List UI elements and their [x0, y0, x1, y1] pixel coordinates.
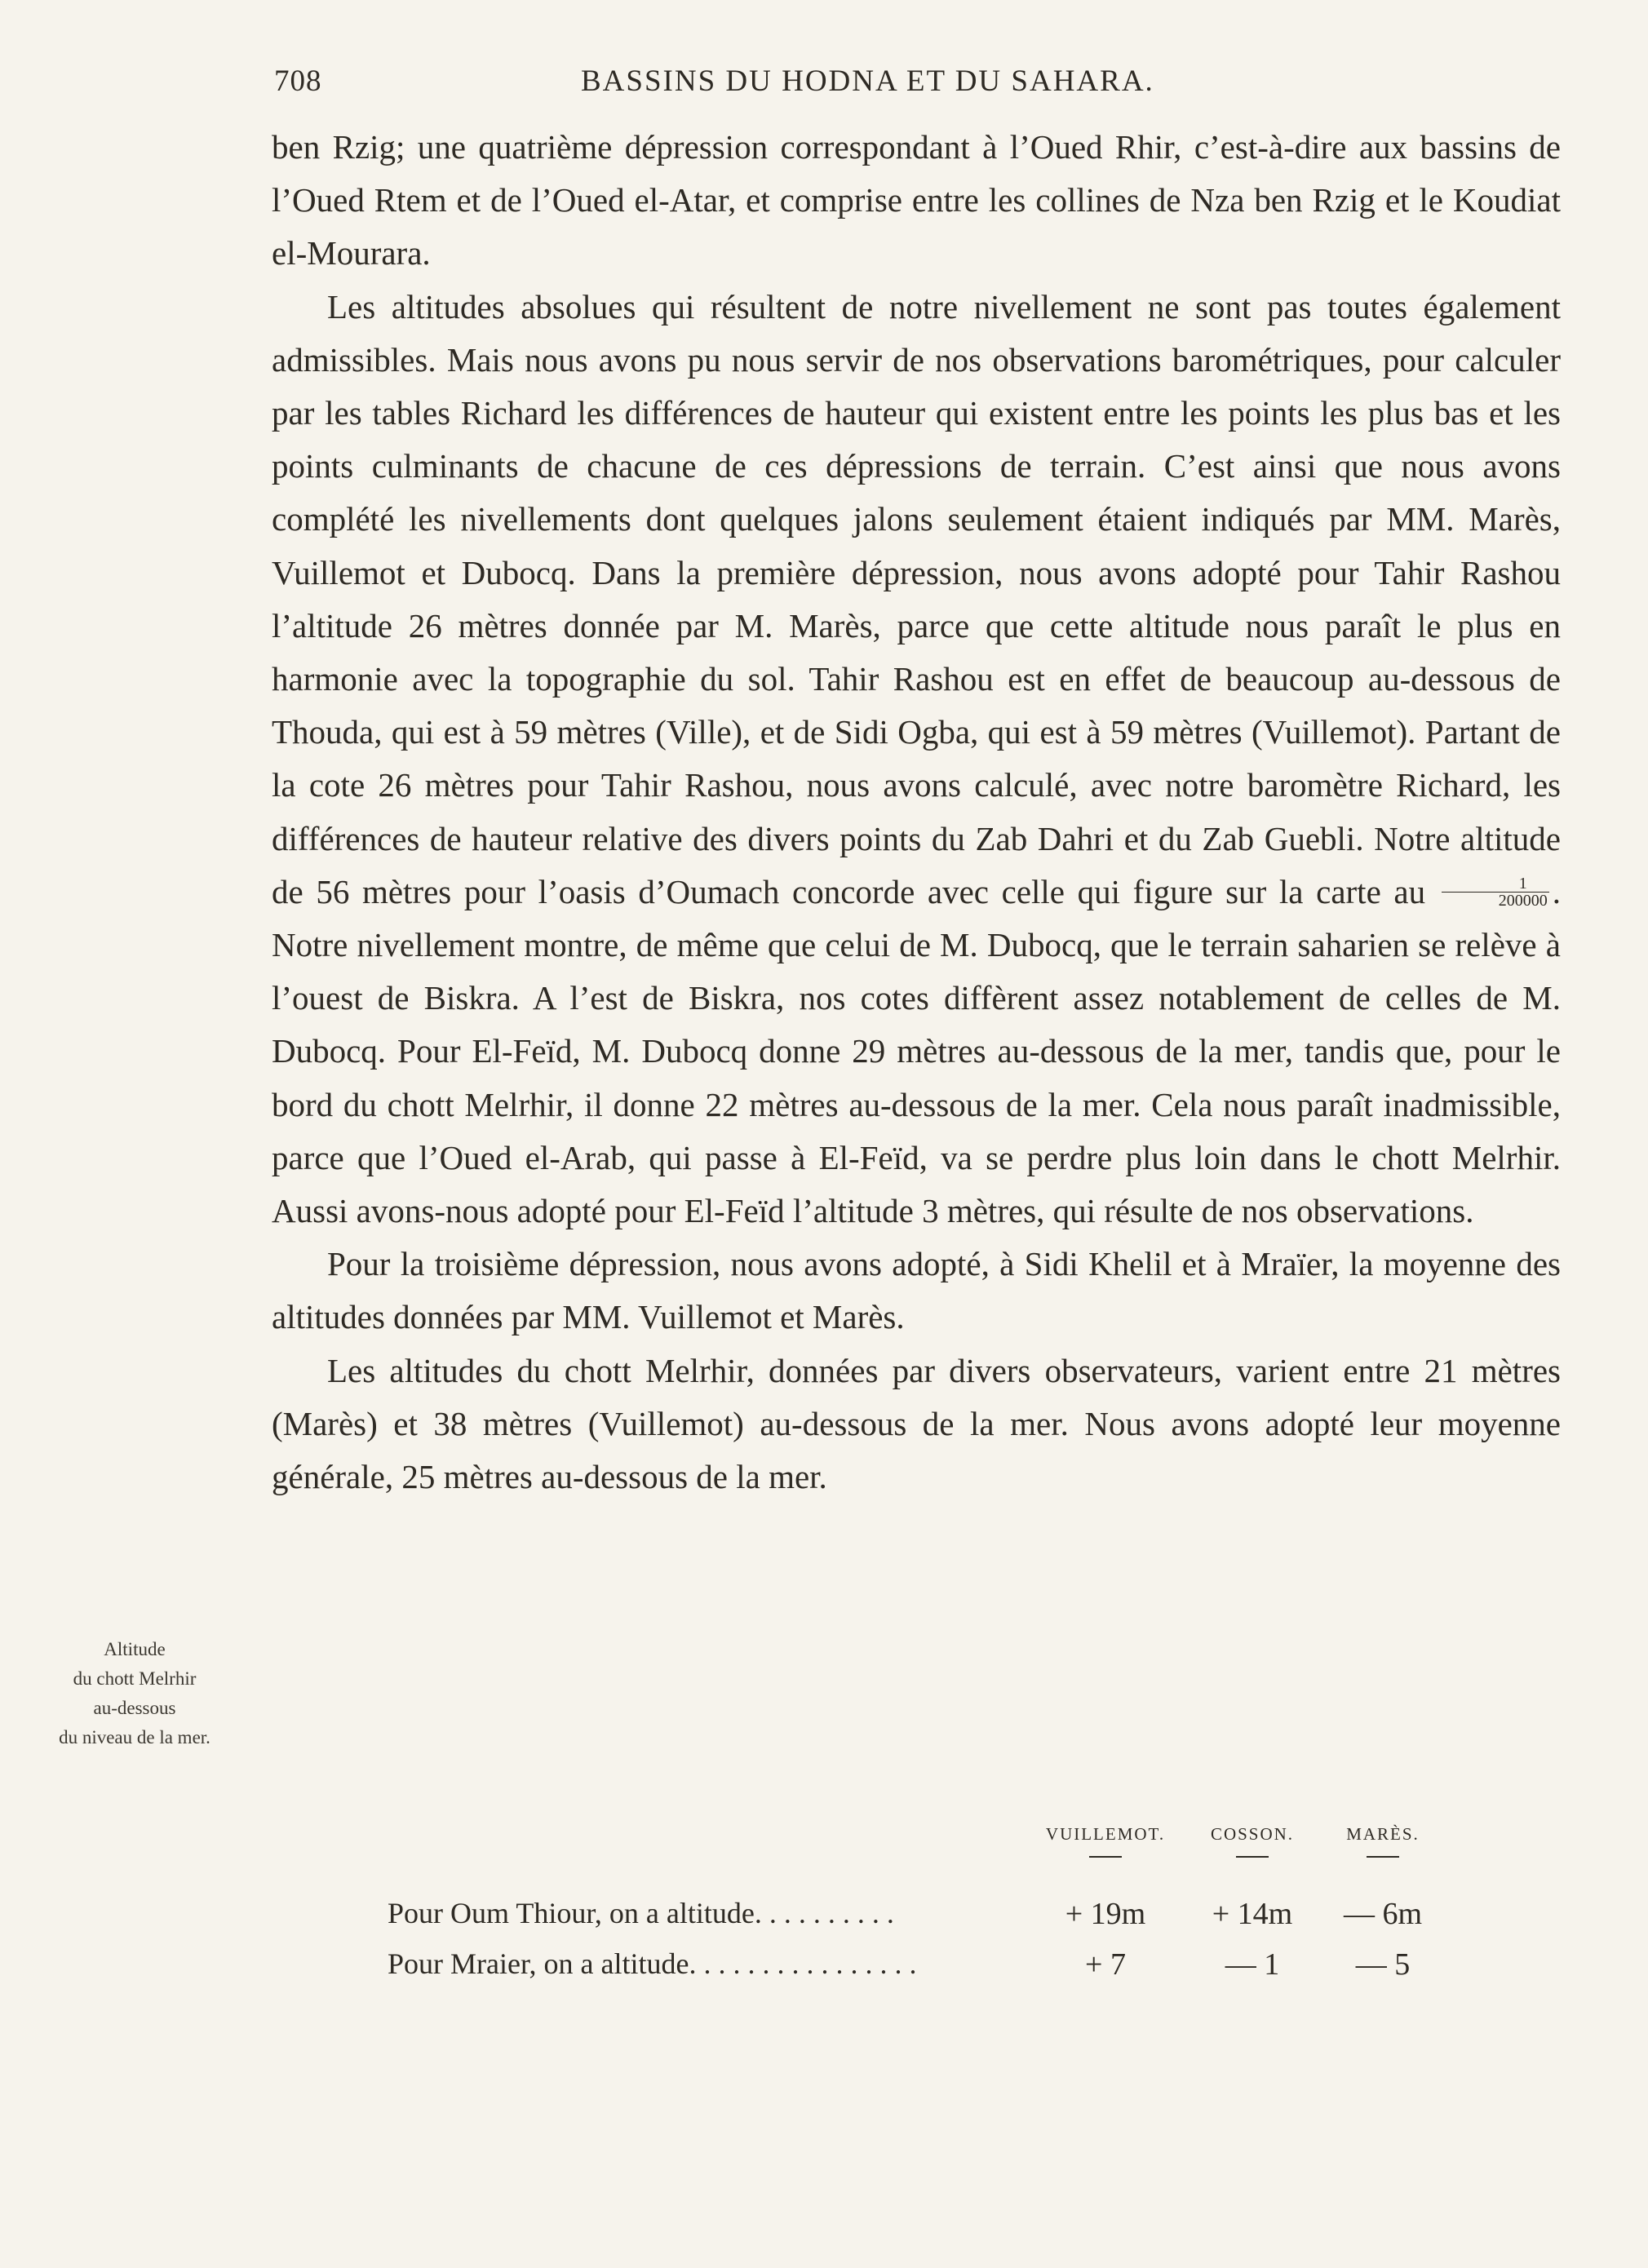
margin-note-line: Altitude [104, 1639, 166, 1659]
margin-note-line: au-dessous [93, 1698, 176, 1718]
running-title: BASSINS DU HODNA ET DU SAHARA. [581, 64, 1154, 98]
value-vuillemot: + 7 [1085, 1947, 1126, 1982]
paragraph-text: Notre nivellement montre, de même que celui de M. Dubocq, que le terrain saharien se relève à l’ouest de Biskra. A l’est de Biskra, nos cotes diffèrent assez notablement de celles de M. Dubocq. Pour El-Feïd, M. Dubocq donne 29 mètres au-dessous de la mer, tandis que, pour le bord du chott Melrhir, il donne 22 mètres au-dessous de la mer. Cela nous paraît inadmissible, parce que l’Oued el-Arab, qui passe à El-Feïd, va se perdre plus loin dans le chott Melrhir. Aussi avons-nous adopté pour El-Feïd l’altitude 3 mètres, qui résulte de nos observations. [272, 926, 1561, 1230]
scale-fraction [1442, 875, 1549, 909]
value-vuillemot: + 19m [1065, 1897, 1146, 1931]
page-number: 708 [274, 64, 322, 98]
row-label: Pour Mraier, on a altitude. . . . . . . . . . . . . . . . [388, 1947, 917, 1980]
column-header-cosson: COSSON. [1179, 1824, 1326, 1858]
value-cosson: — 1 [1225, 1947, 1280, 1982]
paragraph-text: Les altitudes absolues qui résultent de notre nivellement ne sont pas toutes également admissibles. Mais nous avons pu nous servir de nos observations barométriques, pour calculer par les tables Richard les différences de hauteur qui existent entre les points les plus bas et les points culminants de chacune de ces dépressions de terrain. C’est ainsi que nous avons complété les nivellements dont quelques jalons seulement étaient indiqués par MM. Marès, Vuillemot et Dubocq. Dans la première dépression, nous avons adopté pour Tahir Rashou l’altitude 26 mètres donnée par M. Marès, parce que cette altitude nous paraît le plus en harmonie avec la topographie du sol. Tahir Rashou est en effet de beaucoup au-dessous de Thouda, qui est à 59 mètres (Ville), et de Sidi Ogba, qui est à 59 mètres (Vuillemot). Partant de la cote 26 mètres pour Tahir Rashou, nous avons calculé, avec notre baromètre Richard, les différences de hauteur relative des divers points du Zab Dahri et du Zab Guebli. Notre altitude de 56 mètres pour l’oasis d’Oumach concorde avec celle qui figure sur la carte au [272, 287, 1561, 910]
fraction-numerator: 1 [1442, 875, 1549, 893]
margin-note-line: du chott Melrhir [73, 1668, 197, 1689]
table-row [388, 1896, 1448, 1937]
fraction-denominator: 200000 [1498, 891, 1548, 910]
body-text [272, 121, 1561, 1504]
column-header-mares: MARÈS. [1309, 1824, 1456, 1858]
header-rule [1236, 1856, 1269, 1858]
margin-note-line: du niveau de la mer. [59, 1727, 210, 1748]
column-header-vuillemot: VUILLEMOT. [1032, 1824, 1179, 1858]
value-mares: — 6m [1343, 1897, 1423, 1931]
margin-note [33, 1635, 237, 1752]
table-row [388, 1947, 1448, 1987]
paragraph: Les altitudes du chott Melrhir, données par divers observateurs, varient entre 21 mètres (Marès) et 38 mètres (Vuillemot) au-dessous de la mer. Nous avons adopté leur moyenne générale, 25 mètres au-dessous de la mer. [272, 1351, 1561, 1496]
value-cosson: + 14m [1212, 1897, 1293, 1931]
value-mares: — 5 [1355, 1947, 1411, 1982]
row-label: Pour Oum Thiour, on a altitude. . . . . . . . . . [388, 1897, 894, 1929]
paragraph: ben Rzig; une quatrième dépression correspondant à l’Oued Rhir, c’est-à-dire aux bassins de l’Oued Rtem et de l’Oued el-Atar, et comprise entre les collines de Nza ben Rzig et le Koudiat el-Mourara. [272, 128, 1561, 272]
header-rule [1367, 1856, 1399, 1858]
paragraph: Pour la troisième dépression, nous avons adopté, à Sidi Khelil et à Mraïer, la moyenne des altitudes données par MM. Vuillemot et Marès. [272, 1245, 1561, 1336]
header-rule [1089, 1856, 1122, 1858]
running-head [274, 64, 1237, 109]
paragraph: Les altitudes absolues qui résultent de notre nivellement ne sont pas toutes également admissibles. Mais nous avons pu nous servir de nos observations barométriques, pour calculer par les tables Richard les différences de hauteur qui existent entre les points les plus bas et les points culminants de chacune de ces dépressions de terrain. C’est ainsi que nous avons complété les nivellements dont quelques jalons seulement étaient indiqués par MM. Marès, Vuillemot et Dubocq. Dans la première dépression, nous avons adopté pour Tahir Rashou l’altitude 26 mètres donnée par M. Marès, parce que cette altitude nous paraît le plus en harmonie avec la topographie du sol. Tahir Rashou est en effet de beaucoup au-dessous de Thouda, qui est à 59 mètres (Ville), et de Sidi Ogba, qui est à 59 mètres (Vuillemot). Partant de la cote 26 mètres pour Tahir Rashou, nous avons calculé, avec notre baromètre Richard, les différences de hauteur relative des divers points du Zab Dahri et du Zab Guebli. Notre altitude de 56 mètres pour l’oasis d’Oumach concorde avec celle qui figure sur la carte au $\frac{1}{200000}$ . Notre nivellement montre, de même que celui de M. Dubocq, que le terrain saharien se relève à l’ouest de Biskra. A l’est de Biskra, nos cotes diffèrent assez notablement de celles de M. Dubocq. Pour El-Feïd, M. Dubocq donne 29 mètres au-dessous de la mer, tandis que, pour le bord du chott Melrhir, il donne 22 mètres au-dessous de la mer. Cela nous paraît inadmissible, parce que l’Oued el-Arab, qui passe à El-Feïd, va se perdre plus loin dans le chott Melrhir. Aussi avons-nous adopté pour El-Feïd l’altitude 3 mètres, qui résulte de nos observations. [272, 287, 1561, 1230]
